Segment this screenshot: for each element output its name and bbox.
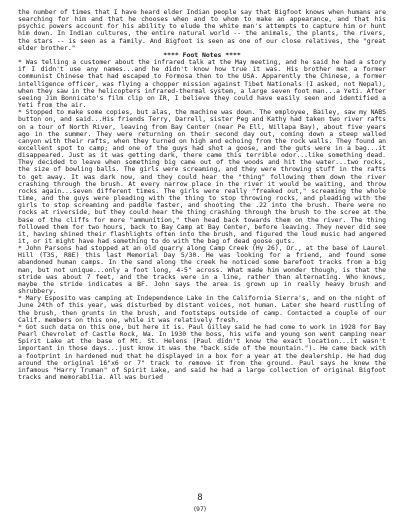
intro-paragraph: the number of times that I have heard elder Indian people say that Bigfoot knows when humans are searching for him and that he chooses when and to whom to make an appearance, and that his psychic powers account for his ability to elude the white man's attempts to capture him or hunt him down. In Indian cultures, the entire natural world -- the animals, the plants, the rivers, the stars -- is seen as a family. And Bigfoot is seen as one of our close relatives, the "great elder brother." xyxy=(18,8,386,52)
archive-number: (97) xyxy=(193,506,207,513)
note-camp-creek-tracks: * John Parsons had stopped at an old quarry along Camp Creek (Hy 26), Or., at the base of Laurel Hill (T3S, R8E) this last Memorial Day 5/30. He was looking for a friend, and found some abandoned human camps. In the sand along the creek he noticed some barefoot tracks from a big man, but not unique...only a foot long, 4-5" across. What made him wonder though, is that the stride was about 7 feet, and the tracks were in a line, rather than alternating. Who knows, maybe the stride indicates a BF. John says the area is grown up in really heavy brush and shrubbery. xyxy=(18,244,386,296)
note-infrared-yeti: * Was telling a customer about the infrared talk at the May meeting, and he said he had a story if I didn't use any names...and he didn't know how true it was. His brother met a former communist Chinese that had escaped to Formosa then to the USA. Apparently the Chinese, a former intelligence officer, was flying a chopper mission against Tibet Nationals (I asked, not Nepal), when they saw in the helicopters infrared-thermal system, a large seven foot man...a Yeti. After seeing Jim Bonnicato's film clip on IR, I believe they could have easily seen and identified a Yeti from the air. xyxy=(18,58,386,110)
note-independence-lake: * Mary Esposito was camping at Independence Lake in the California Sierra's, and on the night of June 24th of this year, was disturbed by distant voices, not human. Later she heard rustling of the brush, then grunts in the brush, and footsteps outside of camp. Contacted a couple of our Calif. members on this one, while it was relatively fresh. xyxy=(18,294,386,324)
foot-notes-heading: **** Foot Notes **** xyxy=(163,50,241,59)
note-spirit-lake-footprint: * Got such data on this one, but here it is. Paul Gilley said he had come to work in 1928 for Bay Pearl Chevrolet of Castle Rock, Wa. In 1930 the boss, his wife and young son went camping near Spirit Lake at the base of Mt. St. Helens (Paul didn't know the exact location...it wasn't important in those days...just know it was the "back side of the mountain."). He came back with a footprint in hardened mud that he displayed in a box for a year at the dealership. He had dug around the original 16"x6 or 7" track to remove it from the ground. Paul says he knew the infamous "Harry Truman" of Spirit Lake, and said he had a large collection of original Bigfoot tracks and memorabilia. All was buried xyxy=(18,322,386,381)
page-number: 8 xyxy=(197,493,203,503)
note-north-river-rafts: * Stopped to make some copies, but alas, the machine was down. The employee, Bailey, saw my NABS button on, and said...His friends Terry, Darrell, sister Peg and Kathy had taken two river rafts on a tour of North River, leaving from Bay Center (near Pe Ell, Willapa Bay), about five years ago in the summer. They were returning on their second day out, coming down a steep walled canyon with their rafts, when they turned on high and echoing from the rock walls. They found an excellent spot to camp; and one of the guys had shot a goose, and the guts were in a bag...it disappeared. Just as it was getting dark, there came this terrible odor...like something dead. They decided to leave when something big came out of the woods and hit the water...two rocks, the size of bowling balls. The girls were screaming, and they were throwing stuff in the rafts to get away. It was dark now, and they could hear the "thing" following them down the river crashing through the brush. At every narrow place in the river it would be waiting, and throw rocks again...seven different times. The girls were really "freaked out," screaming the whole time, and the guys were pleading with the thing to stop throwing rocks, and pleading with the girls to stop screaming and paddle faster, and shooting the .22 into the brush. There were no rocks at riverside, but they could hear the thing crashing through the brush to the scree at the base of the cliffs for more "ammunition," then head back towards them on the river. The thing followed them for two hours, back to Bay Camp at Bay Center, before leaving. They never did see it, having shined their flashlights often into the brush, and figured the loud music had angered it, or it might have had something to do with the bag of dead goose guts. xyxy=(18,108,386,245)
